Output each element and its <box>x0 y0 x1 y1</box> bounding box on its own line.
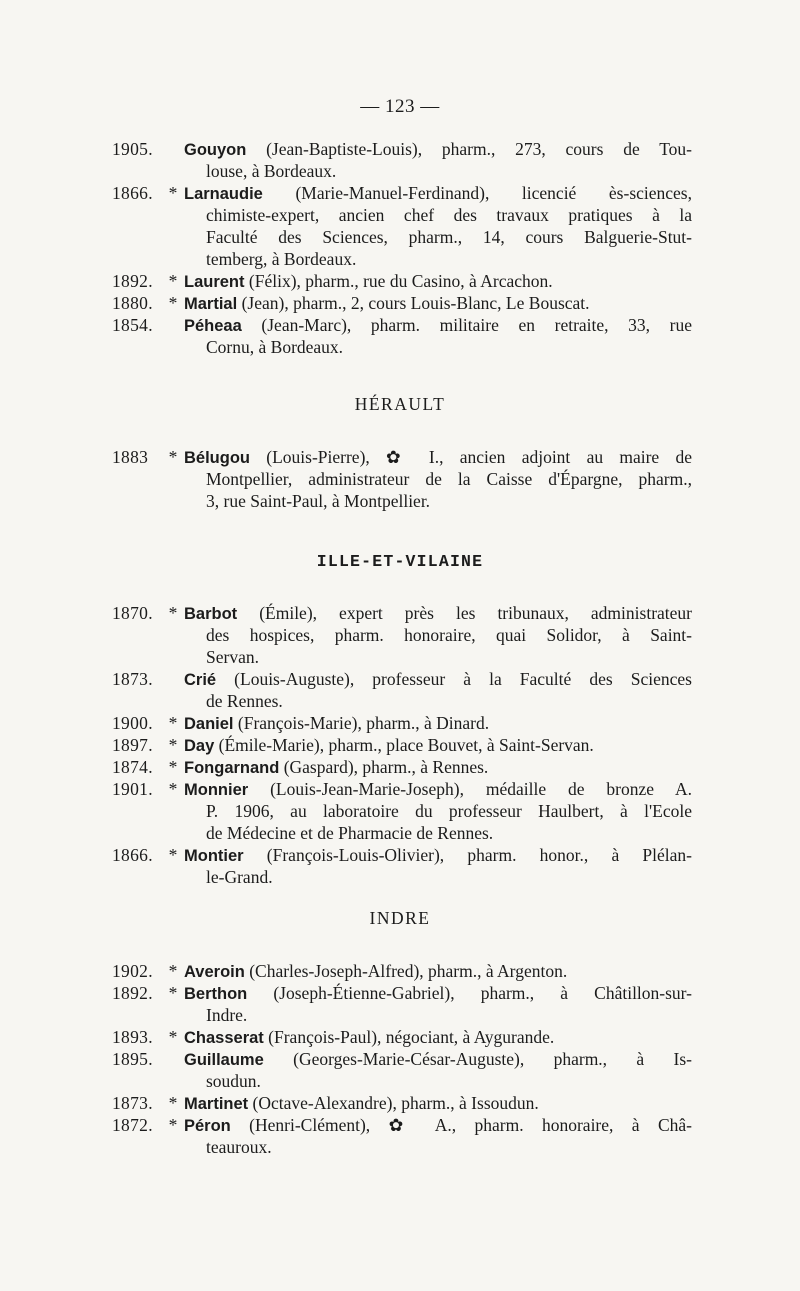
directory-entry <box>112 1048 692 1092</box>
entry-first-line <box>112 138 692 160</box>
entry-year: 1893. <box>112 1027 153 1047</box>
member-details: (Émile-Marie), pharm., place Bouvet, à Saint-Servan. <box>214 735 594 755</box>
entry-first-line <box>112 270 692 292</box>
entry-year: 1897. <box>112 735 153 755</box>
entry-text <box>184 292 692 314</box>
member-details: (Georges-Marie-César-Auguste), pharm., à Is- <box>263 1049 692 1069</box>
member-star-mark <box>162 1048 184 1070</box>
entry-year: 1880. <box>112 293 153 313</box>
section-heading-ille-et-vilaine: ILLE-ET-VILAINE <box>316 552 484 571</box>
entry-first-line <box>112 1092 692 1114</box>
member-name: Chasserat <box>184 1029 264 1047</box>
member-details: (François-Paul), négociant, à Aygurande. <box>263 1027 555 1047</box>
directory-entry <box>112 982 692 1026</box>
entry-text <box>184 756 692 778</box>
entry-year: 1895. <box>112 1049 153 1069</box>
member-name: Barbot <box>184 605 238 623</box>
entry-first-line <box>112 844 692 866</box>
entry-continuation-line: des hospices, pharm. honoraire, quai Solidor, à Saint- <box>206 625 692 645</box>
section-heading-indre: INDRE <box>369 908 431 928</box>
member-star-mark: * <box>168 961 178 981</box>
member-details: (Louis-Pierre), ✿ I., ancien adjoint au maire de <box>250 447 692 467</box>
member-star-mark: * <box>168 1093 178 1113</box>
page-number: — 123 — <box>360 96 440 117</box>
entry-first-line <box>112 712 692 734</box>
entry-first-line <box>112 734 692 756</box>
member-name: Berthon <box>184 985 248 1003</box>
member-details: (François-Louis-Olivier), pharm. honor., à Plélan- <box>243 845 692 865</box>
member-name: Péron <box>184 1117 231 1135</box>
member-name: Montier <box>184 847 244 865</box>
directory-entry <box>112 602 692 668</box>
entry-first-line <box>112 602 692 624</box>
member-star-mark: * <box>168 845 178 865</box>
entry-text <box>184 1048 692 1070</box>
entry-first-line <box>112 1048 692 1070</box>
member-star-mark <box>162 314 184 336</box>
entry-continuation-line: de Médecine et de Pharmacie de Rennes. <box>206 823 494 843</box>
ille-et-vilaine-entries <box>112 602 692 888</box>
entry-text <box>184 1114 692 1136</box>
member-details: (Joseph-Étienne-Gabriel), pharm., à Châtillon-sur- <box>247 983 692 1003</box>
entry-first-line <box>112 756 692 778</box>
entry-text <box>184 446 692 468</box>
entry-text <box>184 668 692 690</box>
member-name: Daniel <box>184 715 234 733</box>
entry-continuation-line: Montpellier, administrateur de la Caisse d'Épargne, pharm., <box>206 469 692 489</box>
entry-continuation-line: temberg, à Bordeaux. <box>206 249 357 269</box>
member-star-mark: * <box>168 183 178 203</box>
directory-entry <box>112 778 692 844</box>
member-name: Crié <box>184 671 217 689</box>
member-name: Péheaa <box>184 317 242 335</box>
entry-first-line <box>112 292 692 314</box>
entry-year: 1883 <box>112 447 149 467</box>
entry-continuation-line: Cornu, à Bordeaux. <box>206 337 344 357</box>
entry-continuation-line: Indre. <box>206 1005 248 1025</box>
member-name: Day <box>184 737 215 755</box>
entry-continuation-line: de Rennes. <box>206 691 283 711</box>
entry-year: 1892. <box>112 983 153 1003</box>
member-details: (Henri-Clément), ✿ A., pharm. honoraire, à Châ- <box>230 1115 692 1135</box>
entry-year: 1905. <box>112 139 153 159</box>
entry-first-line <box>112 668 692 690</box>
herault-entries <box>112 446 692 512</box>
entry-year: 1874. <box>112 757 153 777</box>
entry-first-line <box>112 960 692 982</box>
entry-year: 1873. <box>112 669 153 689</box>
entry-text <box>184 1092 692 1114</box>
entry-continuation-line: P. 1906, au laboratoire du professeur Haulbert, à l'Ecole <box>206 801 692 821</box>
entry-first-line <box>112 182 692 204</box>
member-name: Larnaudie <box>184 185 263 203</box>
directory-entry <box>112 756 692 778</box>
entry-first-line <box>112 446 692 468</box>
member-details: (Félix), pharm., rue du Casino, à Arcachon. <box>244 271 553 291</box>
entry-first-line <box>112 1026 692 1048</box>
member-details: (Gaspard), pharm., à Rennes. <box>279 757 489 777</box>
entry-text <box>184 844 692 866</box>
entry-first-line <box>112 314 692 336</box>
directory-entry <box>112 712 692 734</box>
entry-continuation-line: chimiste-expert, ancien chef des travaux pratiques à la <box>206 205 692 225</box>
entry-first-line <box>112 1114 692 1136</box>
directory-entry <box>112 960 692 982</box>
entry-year: 1892. <box>112 271 153 291</box>
directory-entry <box>112 734 692 756</box>
directory-entry <box>112 292 692 314</box>
member-name: Averoin <box>184 963 245 981</box>
member-name: Bélugou <box>184 449 250 467</box>
entry-text <box>184 982 692 1004</box>
entry-year: 1870. <box>112 603 153 623</box>
member-star-mark: * <box>168 1115 178 1135</box>
member-name: Martinet <box>184 1095 249 1113</box>
entry-year: 1866. <box>112 845 153 865</box>
member-star-mark: * <box>168 735 178 755</box>
entry-year: 1900. <box>112 713 153 733</box>
entry-first-line <box>112 982 692 1004</box>
entry-text <box>184 138 692 160</box>
member-details: (Jean), pharm., 2, cours Louis-Blanc, Le Bouscat. <box>237 293 590 313</box>
directory-entry <box>112 314 692 358</box>
member-details: (Octave-Alexandre), pharm., à Issoudun. <box>248 1093 539 1113</box>
entry-text <box>184 960 692 982</box>
entry-continuation-line: Servan. <box>206 647 259 667</box>
entry-continuation-line: 3, rue Saint-Paul, à Montpellier. <box>206 491 431 511</box>
entry-first-line <box>112 778 692 800</box>
directory-entry <box>112 270 692 292</box>
entry-text <box>184 182 692 204</box>
entry-text <box>184 314 692 336</box>
entry-text <box>184 270 692 292</box>
member-details: (Louis-Jean-Marie-Joseph), médaille de bronze A. <box>248 779 692 799</box>
directory-entry <box>112 1092 692 1114</box>
directory-entry <box>112 1026 692 1048</box>
member-details: (Charles-Joseph-Alfred), pharm., à Argenton. <box>244 961 568 981</box>
entry-text <box>184 712 692 734</box>
member-name: Laurent <box>184 273 245 291</box>
member-name: Guillaume <box>184 1051 264 1069</box>
entry-year: 1872. <box>112 1115 153 1135</box>
member-star-mark: * <box>168 757 178 777</box>
member-star-mark <box>162 668 184 690</box>
member-star-mark: * <box>168 271 178 291</box>
member-star-mark: * <box>168 293 178 313</box>
member-name: Gouyon <box>184 141 247 159</box>
directory-entry <box>112 446 692 512</box>
member-details: (Jean-Baptiste-Louis), pharm., 273, cours de Tou- <box>246 139 692 159</box>
entry-year: 1901. <box>112 779 153 799</box>
entry-year: 1873. <box>112 1093 153 1113</box>
member-star-mark: * <box>168 1027 178 1047</box>
entry-continuation-line: louse, à Bordeaux. <box>206 161 337 181</box>
member-star-mark: * <box>168 779 178 799</box>
entry-text <box>184 734 692 756</box>
member-details: (Marie-Manuel-Ferdinand), licencié ès-sciences, <box>262 183 692 203</box>
directory-entry <box>112 668 692 712</box>
directory-entry <box>112 138 692 182</box>
member-details: (François-Marie), pharm., à Dinard. <box>233 713 490 733</box>
member-name: Martial <box>184 295 238 313</box>
member-details: (Louis-Auguste), professeur à la Faculté des Sciences <box>216 669 692 689</box>
entry-text <box>184 778 692 800</box>
directory-entry <box>112 844 692 888</box>
member-star-mark: * <box>168 447 178 467</box>
section-heading-herault: HÉRAULT <box>354 394 446 414</box>
directory-entry <box>112 1114 692 1158</box>
entry-year: 1902. <box>112 961 153 981</box>
entry-continuation-line: teauroux. <box>206 1137 272 1157</box>
directory-entry <box>112 182 692 270</box>
member-star-mark: * <box>168 603 178 623</box>
member-details: (Émile), expert près les tribunaux, administrateur <box>237 603 692 623</box>
entry-year: 1854. <box>112 315 153 335</box>
member-star-mark: * <box>168 713 178 733</box>
member-star-mark <box>162 138 184 160</box>
member-name: Fongarnand <box>184 759 280 777</box>
gironde-entries <box>112 138 692 358</box>
entry-continuation-line: soudun. <box>206 1071 261 1091</box>
member-star-mark: * <box>168 983 178 1003</box>
member-name: Monnier <box>184 781 249 799</box>
entry-continuation-line: le-Grand. <box>206 867 273 887</box>
entry-text <box>184 602 692 624</box>
entry-year: 1866. <box>112 183 153 203</box>
indre-entries <box>112 960 692 1158</box>
entry-text <box>184 1026 692 1048</box>
entry-continuation-line: Faculté des Sciences, pharm., 14, cours Balguerie-Stut- <box>206 227 692 247</box>
member-details: (Jean-Marc), pharm. militaire en retraite, 33, rue <box>241 315 692 335</box>
